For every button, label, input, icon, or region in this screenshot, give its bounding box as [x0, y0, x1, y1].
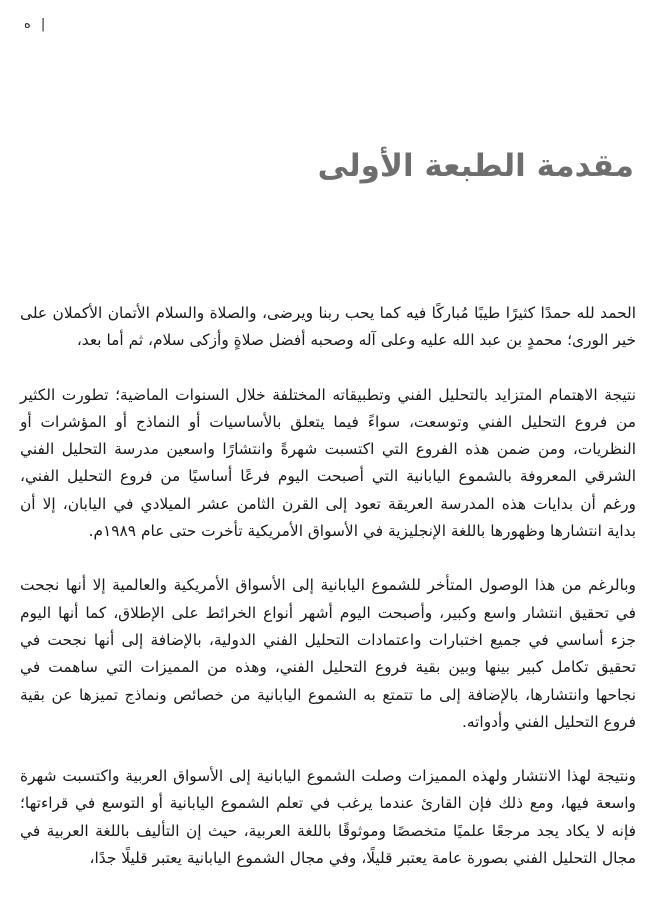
paragraph-background: نتيجة الاهتمام المتزايد بالتحليل الفني وتطبيقاته المختلفة خلال السنوات الماضية؛ تطورت الكثير من فروع التحليل الفني وتوسعت، سواءً فيما يتعلق بالأساسيات أو النماذج أو المؤشرات أو النظريات، ومن ضمن هذه الفروع التي اكتسبت شهرةً وانتشارًا واسعين مدرسة التحليل الفني الشرقي المعروفة بالشموع اليابانية التي أصبحت اليوم فرعًا أساسيًا من فروع التحليل الفني، ورغم أن بدايات هذه المدرسة العريقة تعود إلى القرن الثامن عشر الميلادي في اليابان، إلا أن بداية انتشارها وظهورها باللغة الإنجليزية في الأسواق الأمريكية تأخرت حتى عام ١٩٨٩م. — [20, 385, 636, 541]
paragraph-arabic-markets: ونتيجة لهذا الانتشار ولهذه المميزات وصلت الشموع اليابانية إلى الأسواق العربية واكتسبت شهرة واسعة فيها، ومع ذلك فإن القارئ عندما يرغب في تعلم الشموع اليابانية أو التوسع في قراءتها؛ فإنه لا يكاد يجد مرجعًا علميًا متخصصًا وموثوقًا باللغة العربية، حيث إن التأليف باللغة العربية في مجال التحليل الفني بصورة عامة يعتبر قليلًا، وفي مجال الشموع اليابانية يعتبر قليلًا جدًا، — [20, 767, 636, 868]
chapter-title: مقدمة الطبعة الأولى — [317, 148, 634, 184]
paragraph-opening: الحمد لله حمدًا كثيرًا طيبًا مُباركًا فيه كما يحب ربنا ويرضى، والصلاة والسلام الأتمان الأكملان على خير الورى؛ محمدٍ بن عبد الله عليه وعلى آله وصحبه أفضل صلاةٍ وأزكى سلام، ثم أما بعد، — [20, 304, 636, 350]
paragraph-spread: وبالرغم من هذا الوصول المتأخر للشموع اليابانية إلى الأسواق الأمريكية والعالمية إلا أنها نجحت في تحقيق انتشار واسع وكبير، وأصبحت اليوم أشهر أنواع الخرائط على الإطلاق، كما أنها اليوم جزء أساسي في جميع اختبارات واعتمادات التحليل الفني الدولية، بالإضافة إلى أنها نجحت في تحقيق تكامل كبير بينها وبين بقية فروع التحليل الفني، وهذه من المميزات التي ساهمت في نجاحها وانتشارها، بالإضافة إلى ما تتمتع به الشموع اليابانية من خصائص ونماذج تميزها عن بقية فروع التحليل الفني وأدواته. — [20, 576, 636, 731]
page-letter: ه — [24, 17, 31, 32]
page-separator: | — [40, 17, 46, 32]
page-number-marker — [24, 17, 45, 32]
body-text — [20, 300, 636, 872]
